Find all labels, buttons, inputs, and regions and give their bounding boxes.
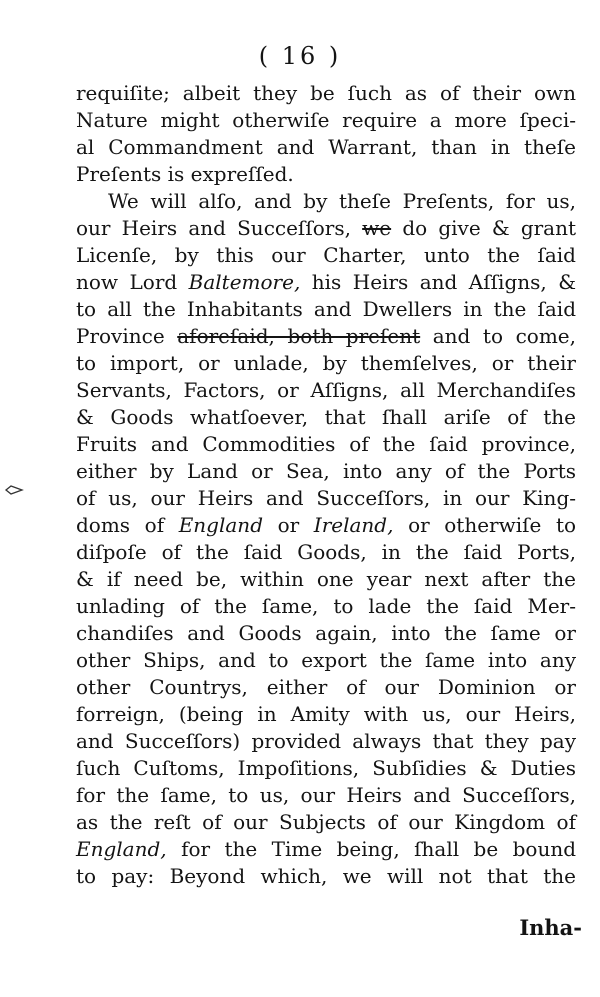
italic-name: England, <box>76 837 167 861</box>
text-segment: for the Time being, ſhall be bound <box>181 837 577 861</box>
text-segment: or <box>277 513 300 537</box>
text-line: al Commandment and Warrant, than in theſe <box>76 135 576 159</box>
text-line: diſpoſe of the ſaid Goods, in the ſaid Ports, <box>76 540 576 564</box>
text-line: to pay: Beyond which, we will not that the <box>76 864 576 888</box>
struck-text: aforeſaid, both preſent <box>177 324 421 348</box>
text-line: to import, or unlade, by themſelves, or their <box>76 351 576 375</box>
text-segment: do give & grant <box>402 216 577 240</box>
text-line: for the ſame, to us, our Heirs and Succeſſors, <box>76 783 576 807</box>
catchword: Inha- <box>519 915 582 940</box>
italic-name: Baltemore, <box>188 270 301 294</box>
text-line: & Goods whatſoever, that ſhall ariſe of the <box>76 405 576 429</box>
text-line: unlading of the ſame, to lade the ſaid Mer- <box>76 594 576 618</box>
text-line <box>76 269 576 296</box>
text-line: ſuch Cuſtoms, Impoſitions, Subſidies & Duties <box>76 756 576 780</box>
struck-text: we <box>362 216 392 240</box>
text-line: Fruits and Commodities of the ſaid province, <box>76 432 576 456</box>
text-segment: our Heirs and Succeſſors, <box>76 216 351 240</box>
text-line: other Ships, and to export the ſame into any <box>76 648 576 672</box>
text-line: & if need be, within one year next after the <box>76 567 576 591</box>
text-line: requiſite; albeit they be ſuch as of their own <box>76 81 576 105</box>
text-line: forreign, (being in Amity with us, our Heirs, <box>76 702 576 726</box>
text-line: either by Land or Sea, into any of the Ports <box>76 459 576 483</box>
text-line: We will alſo, and by theſe Preſents, for us, <box>108 189 576 213</box>
text-segment: doms of <box>76 513 165 537</box>
text-line: other Countrys, either of our Dominion or <box>76 675 576 699</box>
text-line <box>76 512 576 539</box>
italic-name: Ireland, <box>313 513 394 537</box>
italic-name: England <box>178 513 263 537</box>
text-line: of us, our Heirs and Succeſſors, in our King- <box>76 486 576 510</box>
text-line <box>76 836 576 863</box>
text-line: chandiſes and Goods again, into the ſame or <box>76 621 576 645</box>
page-number: ( 16 ) <box>258 42 342 70</box>
text-line: Preſents is expreſſed. <box>76 162 294 186</box>
body-text <box>76 80 576 890</box>
text-segment: or otherwiſe to <box>408 513 577 537</box>
text-line: Nature might otherwiſe require a more ſpeci- <box>76 108 576 132</box>
text-line: and Succeſſors) provided always that they pay <box>76 729 576 753</box>
text-line: as the reſt of our Subjects of our Kingdom of <box>76 810 576 834</box>
margin-pointer-icon <box>4 484 24 496</box>
text-segment: now Lord <box>76 270 178 294</box>
text-line: to all the Inhabitants and Dwellers in the ſaid <box>76 297 576 321</box>
text-segment: and to come, <box>432 324 576 348</box>
text-line: Servants, Factors, or Aſſigns, all Merchandiſes <box>76 378 576 402</box>
text-segment: his Heirs and Aſſigns, & <box>311 270 577 294</box>
text-line: Licenſe, by this our Charter, unto the ſaid <box>76 243 576 267</box>
text-segment: Province <box>76 324 165 348</box>
text-line <box>76 323 576 350</box>
text-line <box>76 215 576 242</box>
